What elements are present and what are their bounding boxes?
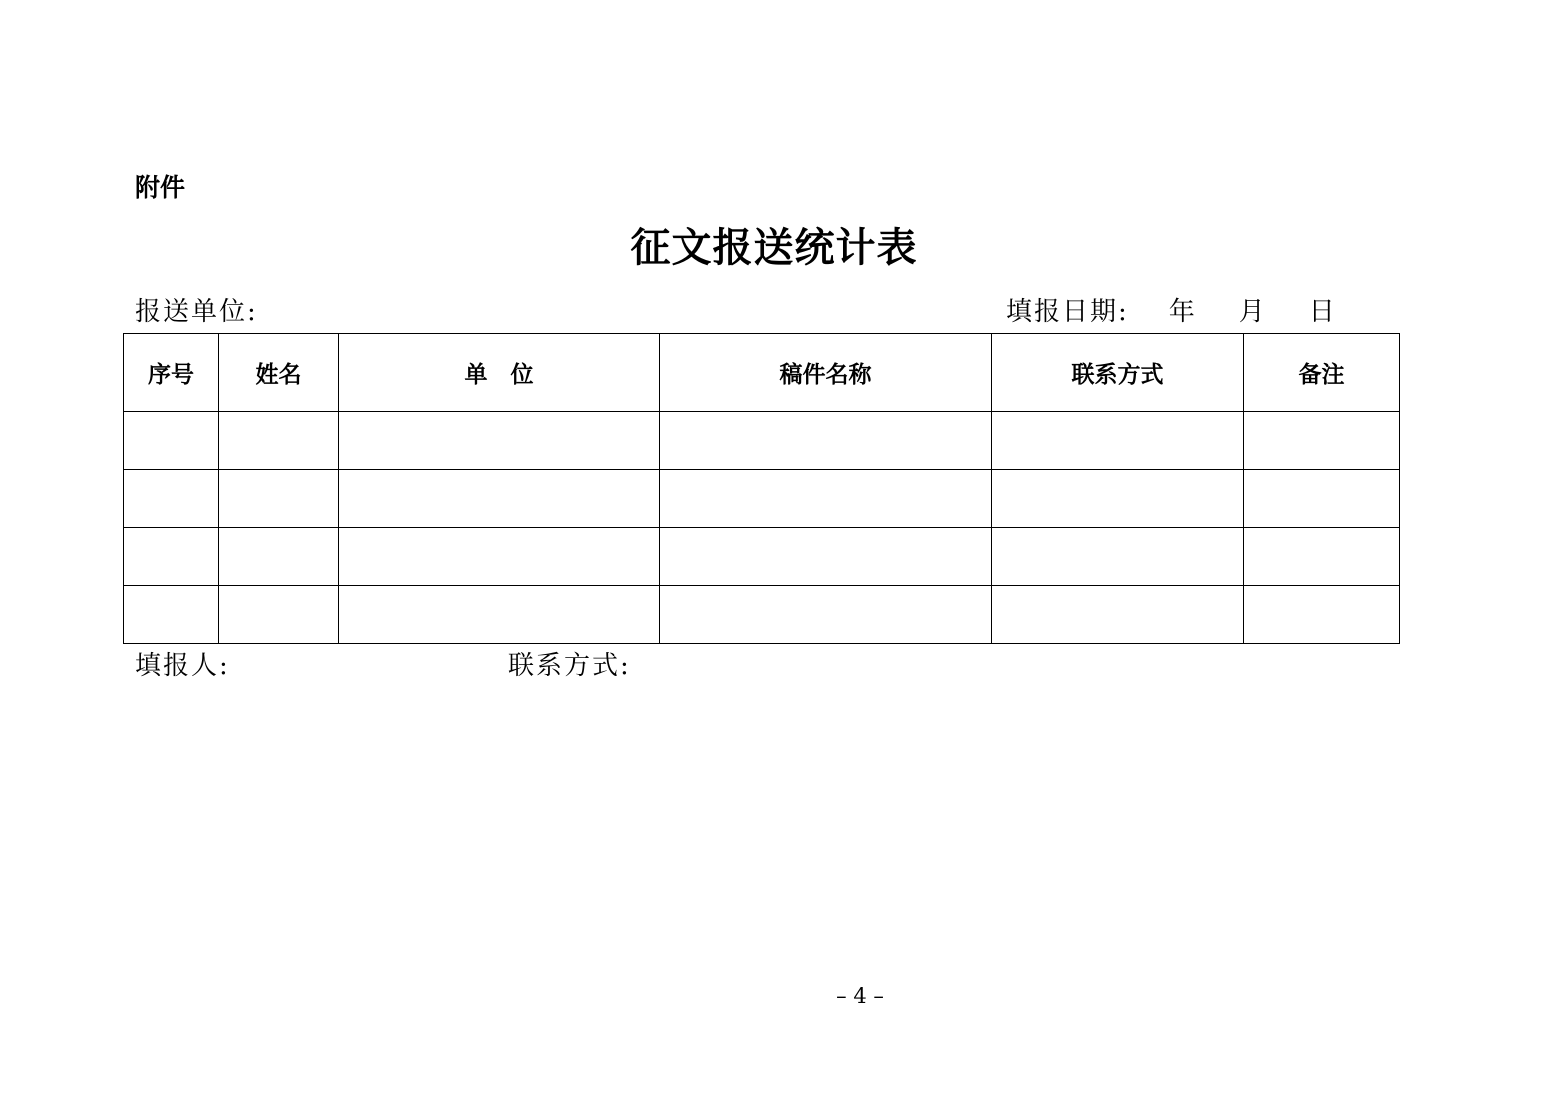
filler-label: 填报人: [135,651,230,681]
header-remarks: 备注 [1244,334,1400,412]
table-cell[interactable] [219,586,339,644]
fill-date-year: 年 [1168,297,1197,327]
fill-date-month: 月 [1238,297,1267,327]
page-number: – 4 – [836,984,884,1008]
table-cell[interactable] [124,586,219,644]
table-cell[interactable] [339,528,660,586]
fill-date-day: 日 [1308,297,1337,327]
table-cell[interactable] [992,586,1244,644]
table-cell[interactable] [992,528,1244,586]
table-cell[interactable] [1244,528,1400,586]
table-cell[interactable] [992,470,1244,528]
table-cell[interactable] [1244,412,1400,470]
header-manuscript-title: 稿件名称 [660,334,992,412]
table-cell[interactable] [219,470,339,528]
table-cell[interactable] [124,412,219,470]
document-title: 征文报送统计表 [630,224,918,271]
table-cell[interactable] [1244,586,1400,644]
table-header-row [124,334,1400,412]
table-cell[interactable] [1244,470,1400,528]
table-cell[interactable] [124,470,219,528]
table-cell[interactable] [339,412,660,470]
table-cell[interactable] [660,470,992,528]
header-unit: 单 位 [339,334,660,412]
attachment-label: 附件 [135,173,186,202]
contact-label: 联系方式: [508,651,631,681]
table-cell[interactable] [660,528,992,586]
table-row [124,586,1400,644]
fill-date-label: 填报日期: [1006,297,1129,327]
table-row [124,412,1400,470]
table-cell[interactable] [124,528,219,586]
table-cell[interactable] [219,412,339,470]
table-cell[interactable] [660,412,992,470]
header-serial-number: 序号 [124,334,219,412]
table-cell[interactable] [992,412,1244,470]
submit-unit-label: 报送单位: [135,297,258,327]
header-contact: 联系方式 [992,334,1244,412]
table-row [124,470,1400,528]
fill-date [1006,294,1337,330]
statistics-table [123,333,1400,644]
table-row [124,528,1400,586]
table-cell[interactable] [219,528,339,586]
table-cell[interactable] [660,586,992,644]
header-name: 姓名 [219,334,339,412]
table-cell[interactable] [339,470,660,528]
table-cell[interactable] [339,586,660,644]
